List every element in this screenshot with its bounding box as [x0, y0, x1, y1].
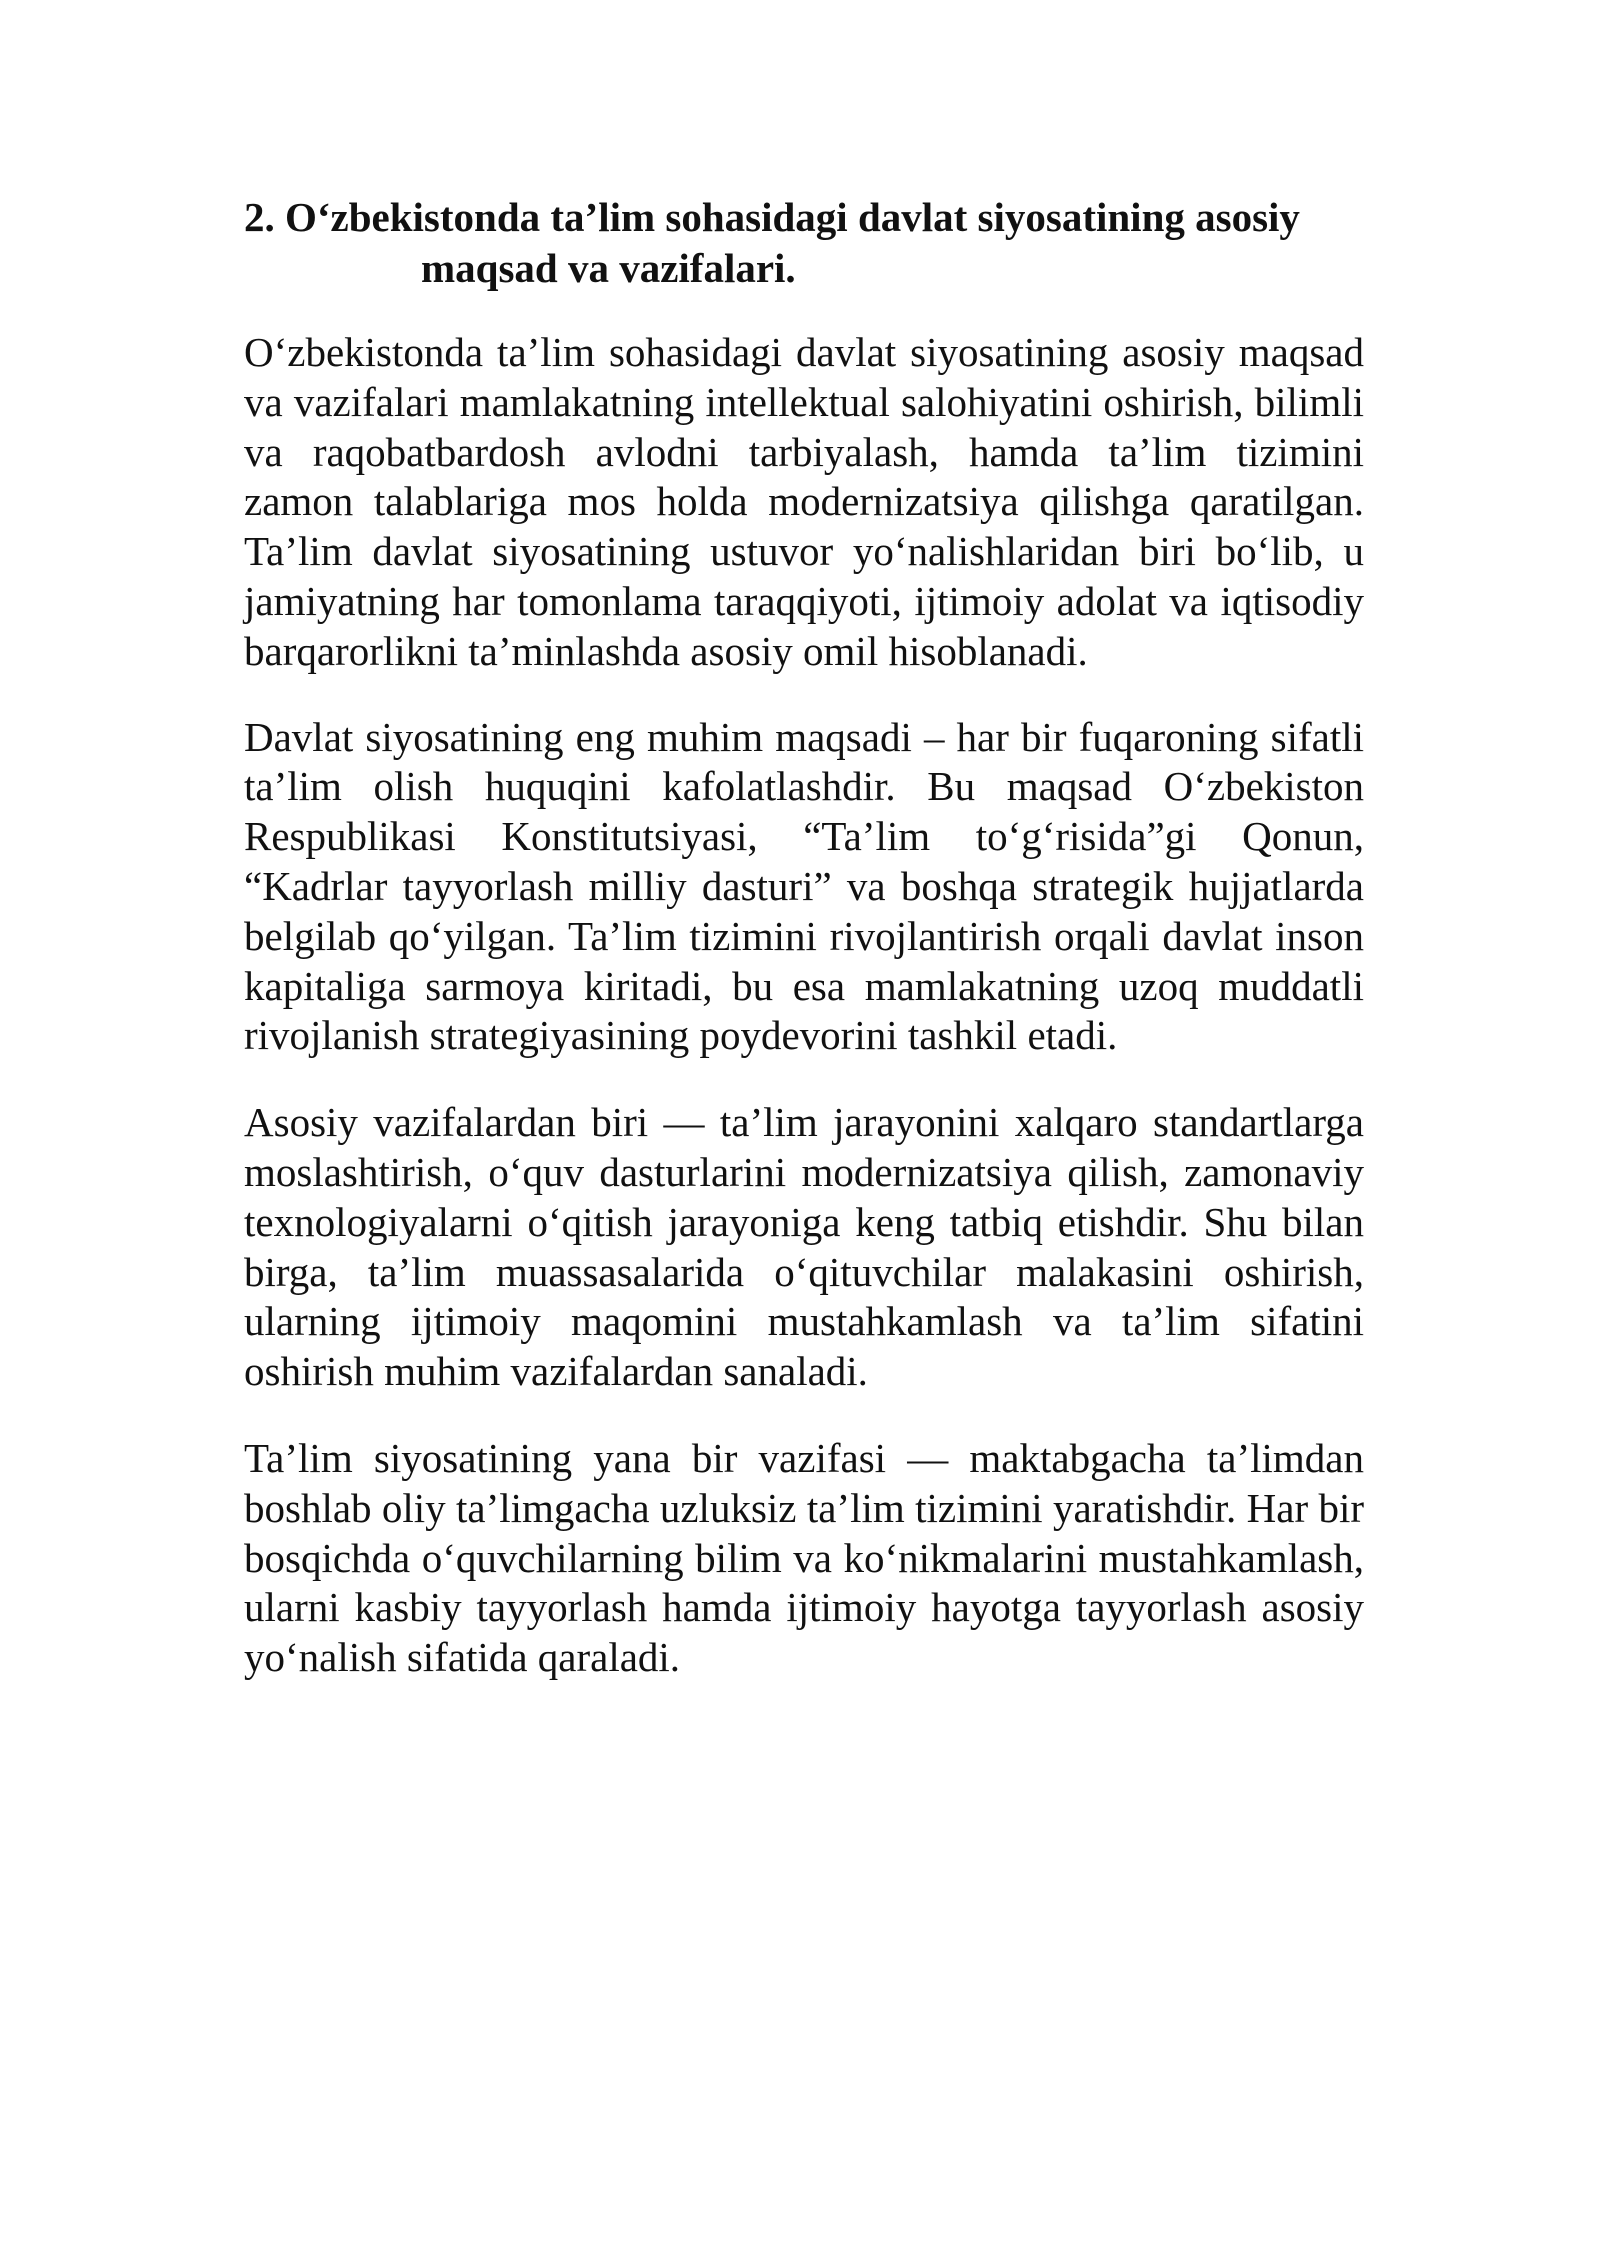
paragraph-3: Asosiy vazifalardan biri — ta’lim jarayonini xalqaro standartlarga moslashtirish, o‘quv dasturlarini modernizatsiya qilish, zamonaviy texnologiyalarni o‘qitish jarayoniga keng tatbiq etishdir. Shu bilan birga, ta’lim muassasalarida o‘qituvchilar malakasini oshirish, ularning ijtimoiy maqomini mustahkamlash va ta’lim sifatini oshirish muhim vazifalardan sanaladi.	[244, 1099, 1364, 1395]
section-heading-line-2: maqsad va vazifalari.	[421, 245, 796, 291]
section-heading	[244, 192, 1364, 294]
paragraph-4: Ta’lim siyosatining yana bir vazifasi — maktabgacha ta’limdan boshlab oliy ta’limgacha uzluksiz ta’lim tizimini yaratishdir. Har bir bosqichda o‘quvchilarning bilim va ko‘nikmalarini mustahkamlash, ularni kasbiy tayyorlash hamda ijtimoiy hayotga tayyorlash asosiy yo‘nalish sifatida qaraladi.	[244, 1434, 1364, 1681]
document-body	[244, 192, 1364, 1683]
paragraph-2: Davlat siyosatining eng muhim maqsadi – har bir fuqaroning sifatli ta’lim olish huquqini kafolatlashdir. Bu maqsad O‘zbekiston Respublikasi Konstitutsiyasi, “Ta’lim to‘g‘risida”gi Qonun, “Kadrlar tayyorlash milliy dasturi” va boshqa strategik hujjatlarda belgilab qo‘yilgan. Ta’lim tizimini rivojlantirish orqali davlat inson kapitaliga sarmoya kiritadi, bu esa mamlakatning uzoq muddatli rivojlanish strategiyasining poydevorini tashkil etadi.	[244, 713, 1364, 1059]
paragraph-1: O‘zbekistonda ta’lim sohasidagi davlat siyosatining asosiy maqsad va vazifalari mamlakatning intellektual salohiyatini oshirish, bilimli va raqobatbardosh avlodni tarbiyalash, hamda ta’lim tizimini zamon talablariga mos holda modernizatsiya qilishga qaratilgan. Ta’lim davlat siyosatining ustuvor yo‘nalishlaridan biri bo‘lib, u jamiyatning har tomonlama taraqqiyoti, ijtimoiy adolat va iqtisodiy barqarorlikni ta’minlashda asosiy omil hisoblanadi.	[244, 329, 1364, 674]
section-heading-line-1: 2. O‘zbekistonda ta’lim sohasidagi davlat siyosatining asosiy	[244, 194, 1300, 240]
